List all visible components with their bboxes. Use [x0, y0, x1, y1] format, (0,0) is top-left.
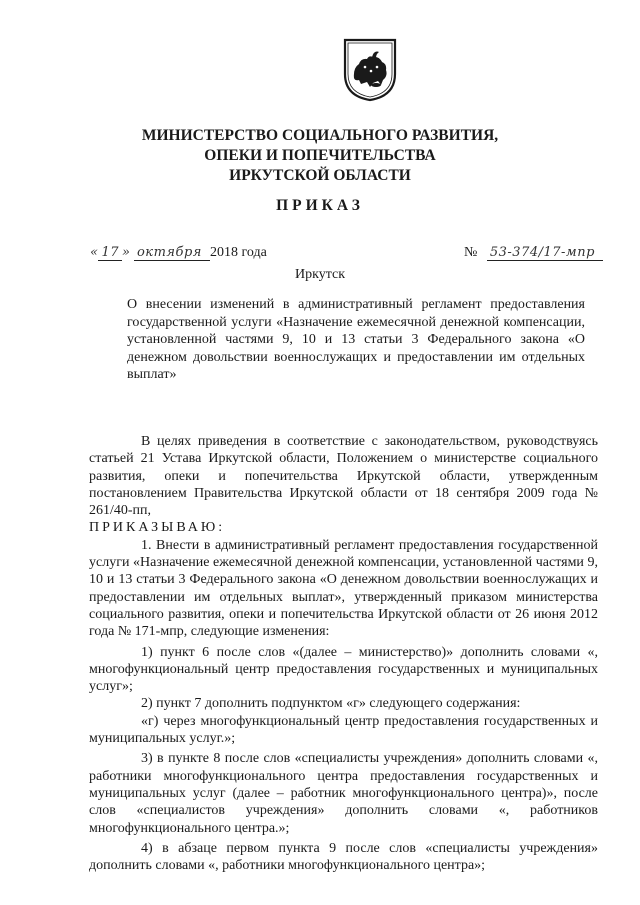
coat-of-arms-icon	[343, 38, 397, 102]
number-label: №	[464, 245, 478, 260]
date-year: 2018 года	[209, 245, 267, 260]
order-body	[89, 433, 598, 874]
subitem-1-paragraph: 1) пункт 6 после слов «(далее – министерство)» дополнить словами «, многофункциональный центр предоставления государственных и муниципальных услуг»;	[89, 644, 598, 695]
date-close-quote: »	[122, 245, 131, 260]
ministry-heading-line-2: ОПЕКИ И ПОПЕЧИТЕЛЬСТВА	[204, 147, 436, 164]
ministry-heading	[120, 126, 520, 186]
order-subject: О внесении изменений в административный регламент предоставления государственной услуги «Назначение ежемесячной денежной компенсации, установленной частями 9, 10 и 13 статьи 3 Федерального закона «О денежном довольствии военнослужащих и предоставлении им отдельных выплат»	[127, 297, 585, 382]
item-1-paragraph: 1. Внести в административный регламент предоставления государственной услуги «Назначение ежемесячной денежной компенсации, установленной частями 9, 10 и 13 статьи 3 Федерального закона «О денежном довольствии военнослужащих и предоставлении им отдельных выплат», утвержденный приказом министерства социального развития, опеки и попечительства Иркутской области от 26 июня 2012 года № 171-мпр, следующие изменения:	[89, 537, 598, 640]
city-name: Иркутск	[294, 267, 346, 282]
date-open-quote: «	[90, 245, 99, 260]
preamble-paragraph: В целях приведения в соответствие с законодательством, руководствуясь статьей 21 Устава Иркутской области, Положением о министерстве социального развития, опеки и попечительства Иркутской области, утвержденным постановлением Правительства Иркутской области от 18 сентября 2009 года № 261/40-пп,	[89, 434, 598, 519]
subitem-2g-paragraph: «г) через многофункциональный центр предоставления государственных и муниципальных услуг.»;	[89, 713, 598, 747]
date-day: 17	[98, 245, 122, 261]
ministry-heading-line-1: МИНИСТЕРСТВО СОЦИАЛЬНОГО РАЗВИТИЯ,	[141, 127, 499, 144]
subitem-2-paragraph: 2) пункт 7 дополнить подпунктом «г» следующего содержания:	[141, 696, 521, 712]
number-value: 53-374/17-мпр	[487, 245, 603, 261]
date-month: октября	[134, 245, 210, 261]
order-date	[90, 245, 267, 261]
order-number	[464, 245, 603, 261]
order-title: ПРИКАЗ	[276, 197, 364, 214]
order-word: ПРИКАЗЫВАЮ:	[89, 520, 226, 536]
subitem-3-paragraph: 3) в пункте 8 после слов «специалисты учреждения» дополнить словами «, работники многофункционального центра предоставления государственных и муниципальных услуг (далее – работник многофункционального центра)», после слов «специалистов учреждения» дополнить словами «, работников многофункционального центра.»;	[89, 751, 598, 836]
subitem-4-paragraph: 4) в абзаце первом пункта 9 после слов «специалисты учреждения» дополнить словами «, работники многофункционального центра»;	[89, 840, 598, 874]
ministry-heading-line-3: ИРКУТСКОЙ ОБЛАСТИ	[229, 167, 411, 184]
